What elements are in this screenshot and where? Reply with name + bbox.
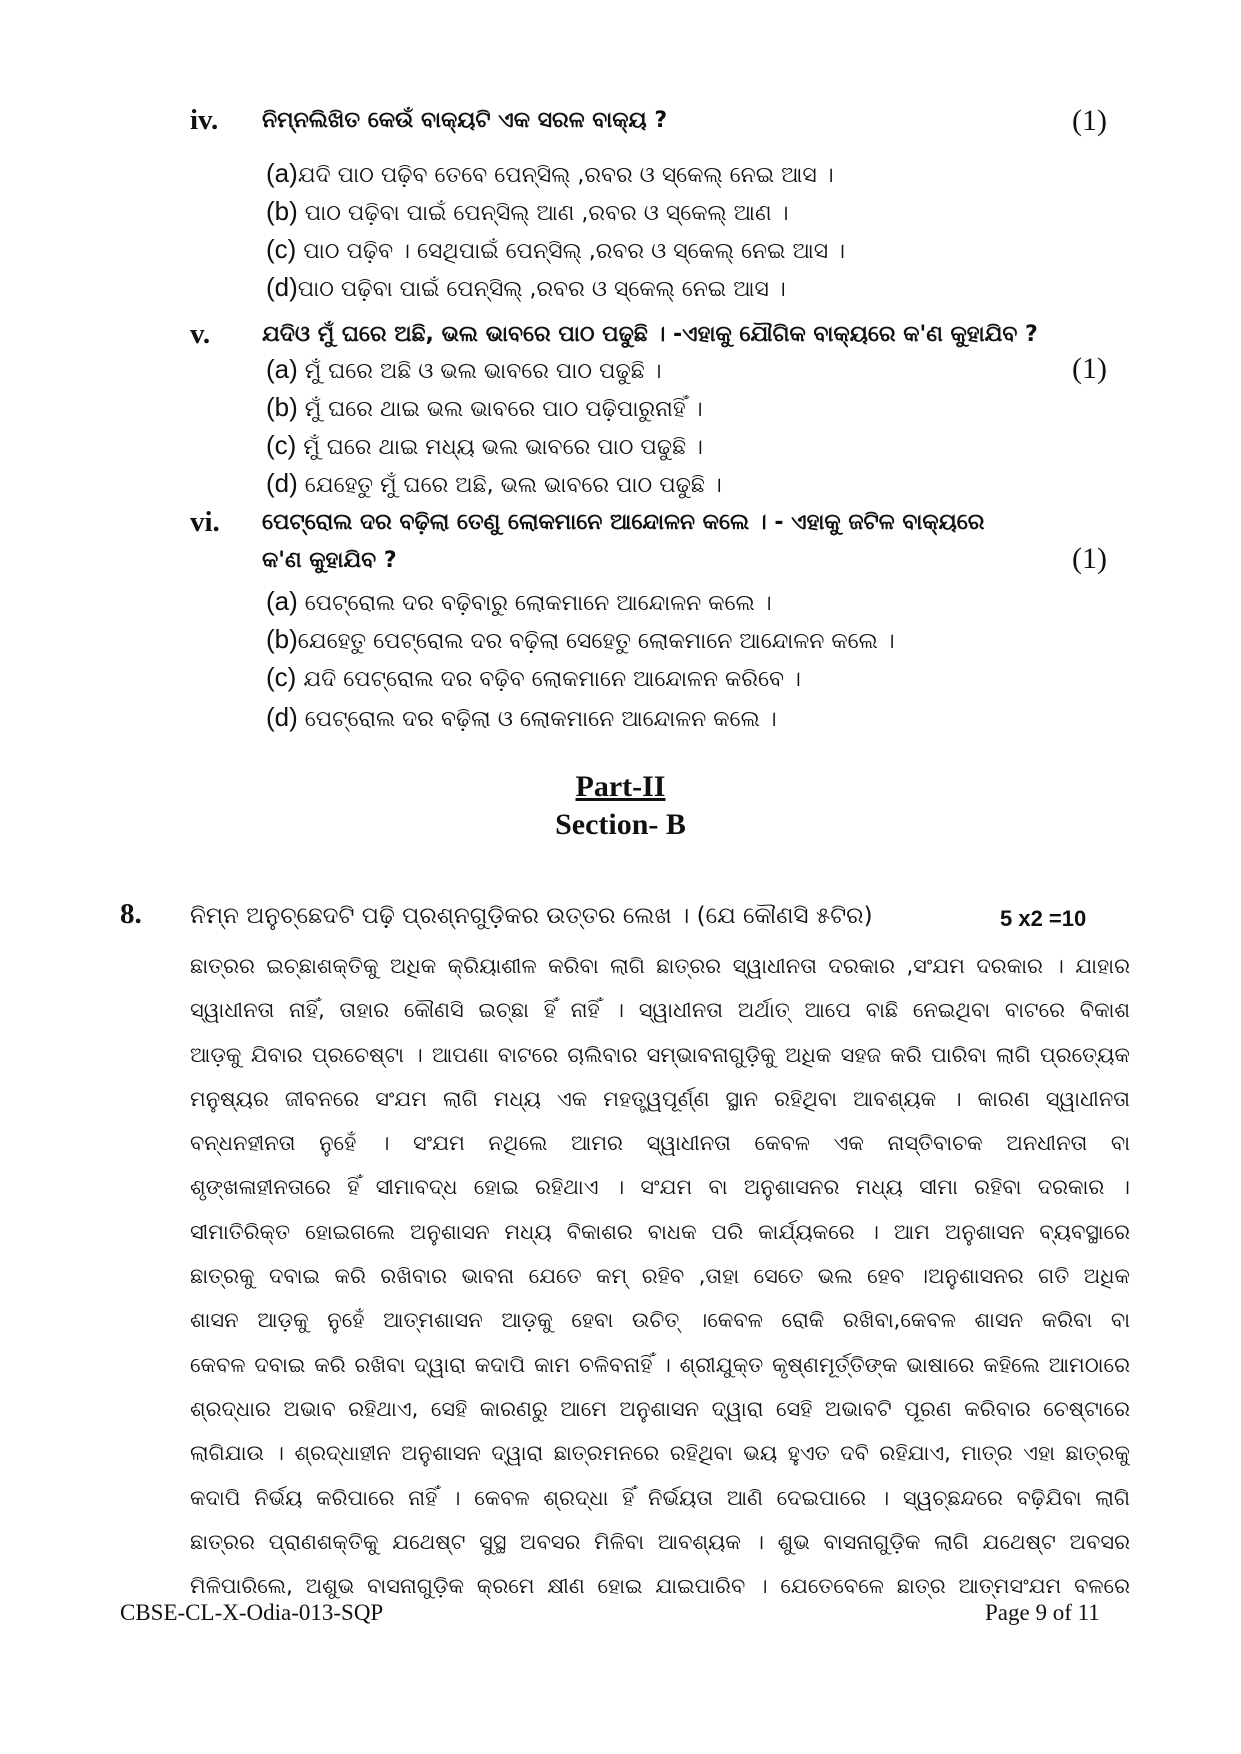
passage-line: ଆଡ଼କୁ ଯିବାର ପ୍ରଚେଷ୍ଟା । ଆପଣା ବାଟରେ ଚାଲିବାର ସମ୍ଭାବନାଗୁଡ଼ିକୁ ଅଧିକ ସହଜ କରି ପାରିବା ଲାଗି ପ୍ରତ୍ୟେକ bbox=[190, 1042, 1130, 1067]
question-marks: (1) bbox=[1072, 542, 1107, 575]
question-marks: 5 x2 =10 bbox=[1000, 906, 1087, 931]
passage-line: କେବଳ ଦବାଇ କରି ରଖିବା ଦ୍ୱାରା କଦାପି କାମ ଚଳିବନାହିଁ । ଶ୍ରୀଯୁକ୍ତ କୃଷ୍ଣମୂର୍ତ୍ତିଙ୍କ ଭାଷାରେ କହିଲେ ଆମଠାରେ bbox=[190, 1352, 1130, 1377]
question-text-line1: ପେଟ୍ରୋଲ ଦର ବଢ଼ିଲା ତେଣୁ ଲୋକମାନେ ଆନ୍ଦୋଳନ କଲେ । - ଏହାକୁ ଜଟିଳ ବାକ୍ୟରେ bbox=[262, 510, 985, 535]
footer-code: CBSE-CL-X-Odia-013-SQP bbox=[120, 1600, 384, 1625]
passage bbox=[190, 944, 1130, 1608]
passage-line: ଶାସନ ଆଡ଼କୁ ନୁହେଁ ଆତ୍ମଶାସନ ଆଡ଼କୁ ହେବା ଉଚିତ୍ ।କେବଳ ରୋକି ରଖିବା,କେବଳ ଶାସନ କରିବା ବା bbox=[190, 1308, 1130, 1333]
passage-line: କଦାପି ନିର୍ଭୟ କରିପାରେ ନାହିଁ । କେବଳ ଶ୍ରଦ୍ଧା ହିଁ ନିର୍ଭୟତା ଆଣି ଦେଇପାରେ । ସ୍ୱଚ୍ଛନ୍ଦରେ ବଢ଼ିଯିବା ଲାଗି bbox=[190, 1485, 1130, 1510]
option-d: (d) ଯେହେତୁ ମୁଁ ଘରେ ଅଛି, ଭଲ ଭାବରେ ପାଠ ପଢୁଛି । bbox=[266, 468, 722, 498]
passage-line: ଶ୍ରଦ୍ଧାର ଅଭାବ ରହିଥାଏ, ସେହି କାରଣରୁ ଆମେ ଅନୁଶାସନ ଦ୍ୱାରା ସେହି ଅଭାବଟି ପୂରଣ କରିବାର ଚେଷ୍ଟାରେ bbox=[190, 1396, 1130, 1421]
option-b: (b) ମୁଁ ଘରେ ଥାଇ ଭଲ ଭାବରେ ପାଠ ପଢ଼ିପାରୁନାହିଁ । bbox=[266, 392, 703, 422]
question-text: ନିମ୍ନଲିଖିତ କେଉଁ ବାକ୍ୟଟି ଏକ ସରଳ ବାକ୍ୟ ? bbox=[262, 108, 668, 133]
question-instruction: ନିମ୍ନ ଅନୁଚ୍ଛେଦଟି ପଢ଼ି ପ୍ରଶ୍ନଗୁଡ଼ିକର ଉତ୍ତର ଲେଖ । (ଯେ କୌଣସି ୫ଟିର) bbox=[190, 903, 873, 929]
option-b: (b) ପାଠ ପଢ଼ିବା ପାଇଁ ପେନ୍ସିଲ୍ ଆଣ ,ରବର ଓ ସ୍କେଲ୍ ଆଣ । bbox=[266, 196, 789, 226]
question-marks: (1) bbox=[1072, 104, 1107, 137]
question-number: iv. bbox=[190, 104, 219, 136]
option-a: (a) ମୁଁ ଘରେ ଅଛି ଓ ଭଲ ଭାବରେ ପାଠ ପଢୁଛି । bbox=[266, 354, 662, 384]
passage-line: ସୀମାତିରିକ୍ତ ହୋଇଗଲେ ଅନୁଶାସନ ମଧ୍ୟ ବିକାଶର ବାଧକ ପରି କାର୍ଯ୍ୟକରେ । ଆମ ଅନୁଶାସନ ବ୍ୟବସ୍ଥାରେ bbox=[190, 1219, 1130, 1244]
question-text-line2: କ'ଣ କୁହାଯିବ ? bbox=[262, 548, 397, 573]
option-d: (d)ପାଠ ପଢ଼ିବା ପାଇଁ ପେନ୍ସିଲ୍ ,ରବର ଓ ସ୍କେଲ୍ ନେଇ ଆସ । bbox=[266, 272, 786, 302]
option-c: (c) ଯଦି ପେଟ୍ରୋଲ ଦର ବଢ଼ିବ ଲୋକମାନେ ଆନ୍ଦୋଳନ କରିବେ । bbox=[266, 662, 801, 692]
option-d: (d) ପେଟ୍ରୋଲ ଦର ବଢ଼ିଲା ଓ ଲୋକମାନେ ଆନ୍ଦୋଳନ କଲେ । bbox=[266, 702, 777, 732]
option-b: (b)ଯେହେତୁ ପେଟ୍ରୋଲ ଦର ବଢ଼ିଲା ସେହେତୁ ଲୋକମାନେ ଆନ୍ଦୋଳନ କଲେ । bbox=[266, 624, 895, 654]
passage-line: ବନ୍ଧନହୀନତା ନୁହେଁ । ସଂଯମ ନଥିଲେ ଆମର ସ୍ୱାଧୀନତା କେବଳ ଏକ ନାସ୍ତିବାଚକ ଅନଧୀନତା ବା bbox=[190, 1131, 1130, 1156]
option-c: (c) ପାଠ ପଢ଼ିବ । ସେଥିପାଇଁ ପେନ୍ସିଲ୍ ,ରବର ଓ ସ୍କେଲ୍ ନେଇ ଆସ । bbox=[266, 234, 846, 264]
passage-line: ମିଳିପାରିଲେ, ଅଶୁଭ ବାସନାଗୁଡ଼ିକ କ୍ରମେ କ୍ଷୀଣ ହୋଇ ଯାଇପାରିବ । ଯେତେବେଳେ ଛାତ୍ର ଆତ୍ମସଂଯମ ବଳରେ bbox=[190, 1574, 1130, 1599]
question-text: ଯଦିଓ ମୁଁ ଘରେ ଅଛି, ଭଲ ଭାବରେ ପାଠ ପଢୁଛି । -ଏହାକୁ ଯୌଗିକ ବାକ୍ୟରେ କ'ଣ କୁହାଯିବ ? bbox=[262, 322, 1038, 347]
question-number: vi. bbox=[190, 506, 220, 538]
section-heading: Section- B bbox=[555, 808, 686, 841]
option-a: (a)ଯଦି ପାଠ ପଢ଼ିବ ତେବେ ପେନ୍ସିଲ୍ ,ରବର ଓ ସ୍କେଲ୍ ନେଇ ଆସ । bbox=[266, 158, 834, 188]
passage-line: ଛାତ୍ରର ପ୍ରାଣଶକ୍ତିକୁ ଯଥେଷ୍ଟ ସୁସ୍ଥ ଅବସର ମିଳିବା ଆବଶ୍ୟକ । ଶୁଭ ବାସନାଗୁଡ଼ିକ ଲାଗି ଯଥେଷ୍ଟ ଅବସର bbox=[190, 1529, 1130, 1554]
passage-line: ଛାତ୍ରର ଇଚ୍ଛାଶକ୍ତିକୁ ଅଧିକ କ୍ରିୟାଶୀଳ କରିବା ଲାଗି ଛାତ୍ରର ସ୍ୱାଧୀନତା ଦରକାର ,ସଂଯମ ଦରକାର । ଯାହାର bbox=[190, 954, 1130, 978]
passage-line: ଛାତ୍ରକୁ ଦବାଇ କରି ରଖିବାର ଭାବନା ଯେତେ କମ୍ ରହିବ ,ତାହା ସେତେ ଭଲ ହେବ ।ଅନୁଶାସନର ଗତି ଅଧିକ bbox=[190, 1264, 1130, 1289]
question-number: v. bbox=[190, 318, 211, 350]
question-marks: (1) bbox=[1072, 352, 1107, 385]
option-a: (a) ପେଟ୍ରୋଲ ଦର ବଢ଼ିବାରୁ ଲୋକମାନେ ଆନ୍ଦୋଳନ କଲେ । bbox=[266, 586, 772, 616]
option-c: (c) ମୁଁ ଘରେ ଥାଇ ମଧ୍ୟ ଭଲ ଭାବରେ ପାଠ ପଢୁଛି । bbox=[266, 430, 703, 460]
question-number: 8. bbox=[120, 898, 142, 930]
passage-line: ସ୍ୱାଧୀନତା ନାହିଁ, ତାହାର କୌଣସି ଇଚ୍ଛା ହିଁ ନାହିଁ । ସ୍ୱାଧୀନତା ଅର୍ଥାତ୍ ଆପେ ବାଛି ନେଇଥିବା ବାଟରେ ବିକାଶ bbox=[190, 998, 1130, 1023]
part-heading: Part-II bbox=[575, 770, 666, 803]
passage-line: ଶୃଙ୍ଖଳାହୀନତାରେ ହିଁ ସୀମାବଦ୍ଧ ହୋଇ ରହିଥାଏ । ସଂଯମ ବା ଅନୁଶାସନର ମଧ୍ୟ ସୀମା ରହିବା ଦରକାର । bbox=[190, 1175, 1130, 1200]
footer-page-number: Page 9 of 11 bbox=[985, 1600, 1100, 1625]
passage-line: ଲାଗିଯାଉ । ଶ୍ରଦ୍ଧାହୀନ ଅନୁଶାସନ ଦ୍ୱାରା ଛାତ୍ରମନରେ ରହିଥିବା ଭୟ ହୁଏତ ଦବି ରହିଯାଏ, ମାତ୍ର ଏହା ଛାତ୍ରକୁ bbox=[190, 1441, 1130, 1466]
passage-line: ମନୁଷ୍ୟର ଜୀବନରେ ସଂଯମ ଲାଗି ମଧ୍ୟ ଏକ ମହତ୍ତ୍ୱପୂର୍ଣ୍ଣ ସ୍ଥାନ ରହିଥିବା ଆବଶ୍ୟକ । କାରଣ ସ୍ୱାଧୀନତା bbox=[190, 1086, 1130, 1111]
